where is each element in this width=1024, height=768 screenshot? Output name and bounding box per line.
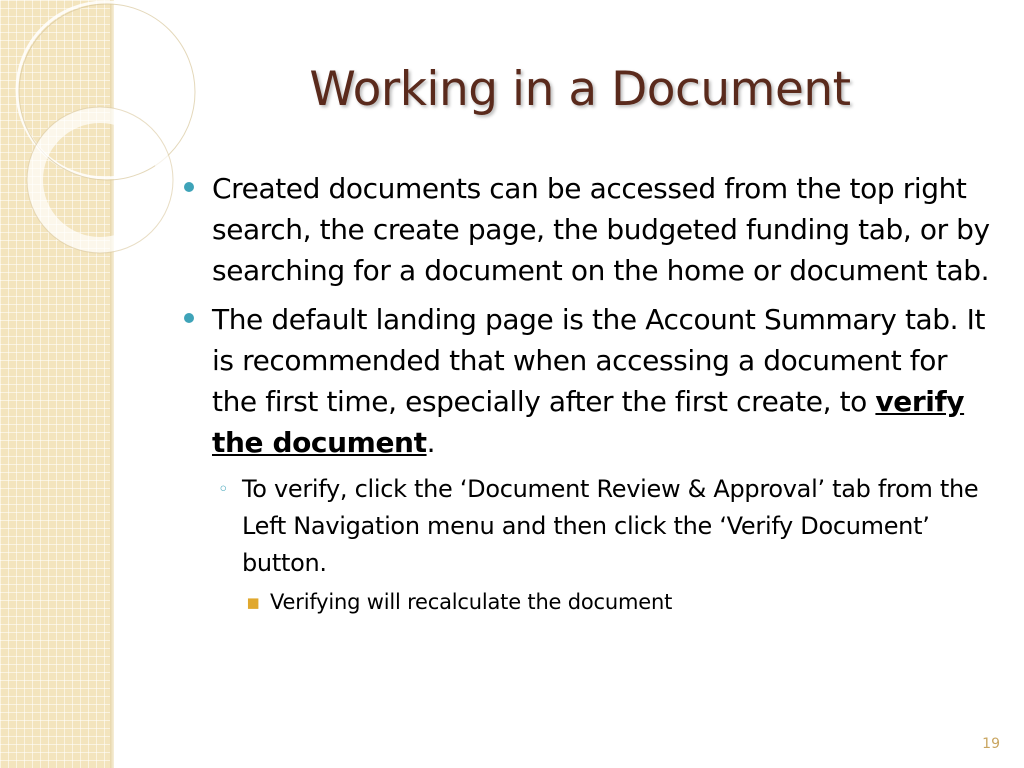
sub-sub-bullet-text: Verifying will recalculate the document xyxy=(270,590,673,614)
page-number: 19 xyxy=(982,736,1000,752)
bullet-item xyxy=(184,168,998,291)
emphasis-text: verify the document xyxy=(212,385,965,459)
bullet-text: The default landing page is the Account Summary tab. It is recommended that when accessing a document for the first time, especially after the first create, to xyxy=(212,303,986,418)
bullet-text-end: . xyxy=(426,426,436,459)
sub-bullet-item xyxy=(218,471,998,582)
sub-bullet-circle-icon: ◦ xyxy=(218,479,229,500)
bullet-item xyxy=(184,299,998,463)
bullet-dot-icon xyxy=(184,182,194,192)
bullet-text: Created documents can be accessed from the top right search, the create page, the budgeted funding tab, or by searching for a document on the home or document tab. xyxy=(212,172,990,287)
sub-sub-bullet-item xyxy=(246,586,998,618)
slide-content xyxy=(184,168,998,618)
bullet-dot-icon xyxy=(184,313,194,323)
decorative-circles xyxy=(0,0,200,260)
slide-title: Working in a Document xyxy=(309,62,851,117)
sub-sub-bullet-dot-icon: ▪ xyxy=(246,590,261,614)
sub-bullet-text: To verify, click the ‘Document Review & Approval’ tab from the Left Navigation menu and then click the ‘Verify Document’ button. xyxy=(242,475,979,577)
